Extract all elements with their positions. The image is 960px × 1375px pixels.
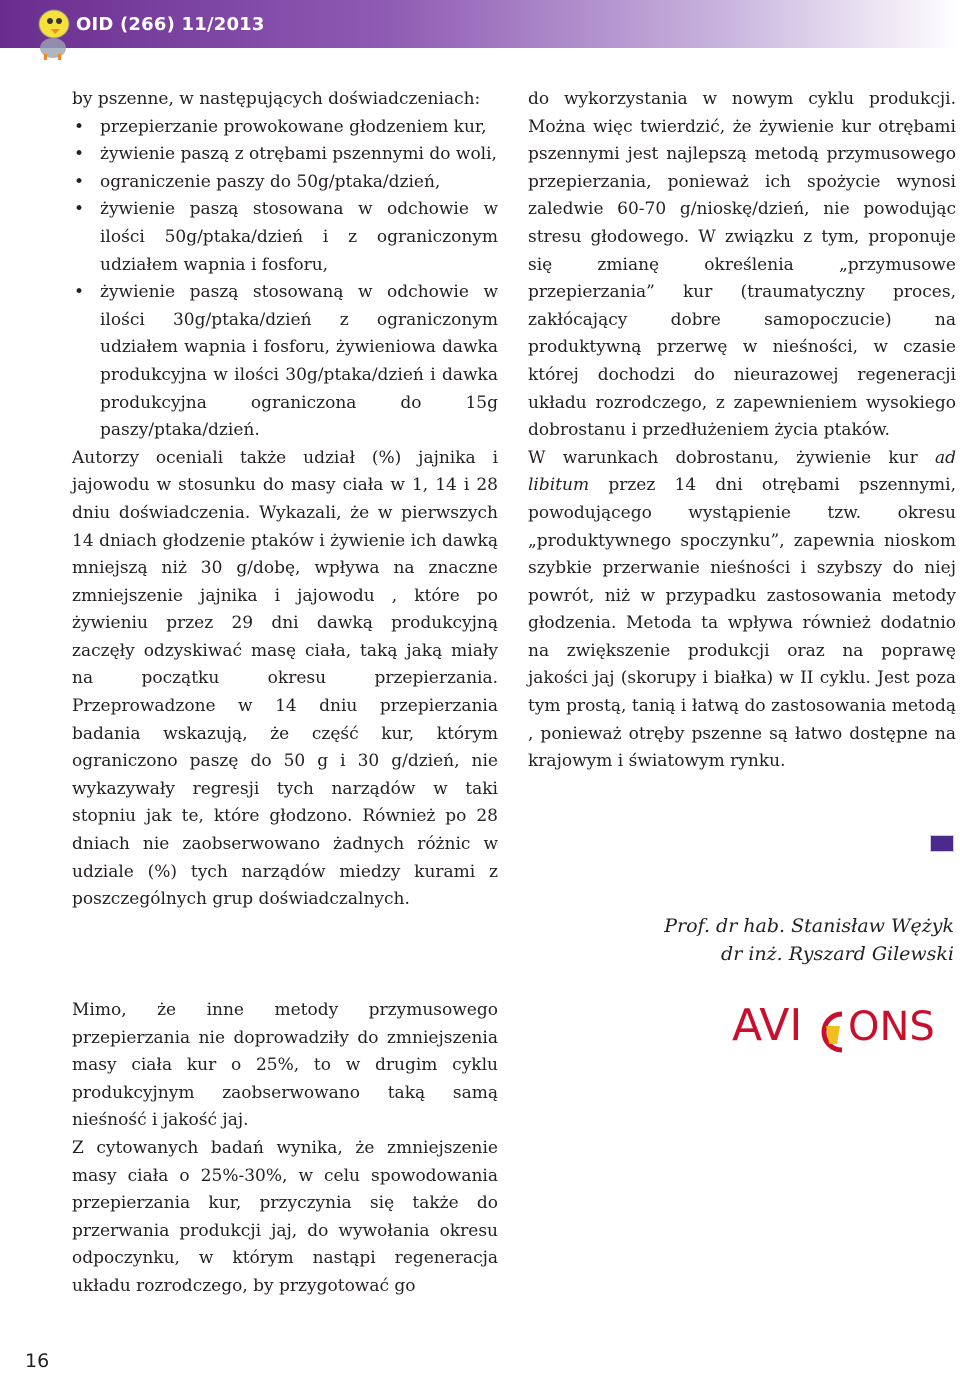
chick-mascot-icon — [30, 4, 76, 60]
paragraph: do wykorzystania w nowym cyklu produkcji. Można więc twierdzić, że żywienie kur otrębami pszennymi jest najlepszą metodą przymusowego przepierzania, ponieważ ich spożycie wynosi zaledwie 60-70 g/nioskę/dzień, nie powodując stresu głodowego. W związku z tym, proponuje się zmianę określenia „przymusowe przepierzania” kur (traumatyczny proces, zakłócający dobre samopoczucie) na produktywną przerwę w nieśności, w czasie której dochodzi do nieurazowej regeneracji układu rozrodczego, z zapewnieniem wysokiego dobrostanu i przedłużeniem życia ptaków. — [528, 89, 956, 441]
right-column — [528, 86, 956, 776]
journal-issue-title: OID (266) 11/2013 — [76, 14, 265, 35]
paragraph — [528, 445, 956, 776]
paragraph: Autorzy oceniali także udział (%) jajnika i jajowodu w stosunku do masy ciała w 1, 14 i 28 dniu doświadczenia. Wykazali, że w pierwszych 14 dniach głodzenie ptaków i żywienie ich dawką mniejszą niż 30 g/dobę, wpływa na znaczne zmniejszenie jajnika i jajowodu , które po żywieniu przez 29 dni dawką produkcyjną zaczęły odzyskiwać masę ciała, taką jaką miały na początku okresu przepierzania. Przeprowadzone w 14 dniu przepierzania badania wskazują, że część kur, którym ograniczono paszę do 50 g i 30 g/dzień, nie wykazywały regresji tych narządów w taki stopniu jak te, które głodzono. Również po 28 dniach nie zaobserwowano żadnych różnic w udziale (%) tych narządów miedzy kurami z poszczególnych grup doświadczalnych. — [72, 447, 498, 910]
list-item: • żywienie paszą stosowaną w odchowie w ilości 30g/ptaka/dzień z ograniczonym udziałem wapnia i fosforu, żywieniowa dawka produkcyjna w ilości 30g/ptaka/dzień i dawka produkcyjna ograniczona do 15g paszy/ptaka/dzień. — [72, 279, 498, 445]
logo-text-part1: AVI — [732, 1000, 803, 1051]
author-name: dr inż. Ryszard Gilewski — [721, 943, 954, 965]
page-number: 16 — [25, 1350, 50, 1372]
authors — [664, 912, 954, 968]
list-item: • żywienie paszą z otrębami pszennymi do woli, — [72, 141, 498, 169]
list-item: • przepierzanie prowokowane głodzeniem kur, — [72, 114, 498, 142]
experiment-list — [72, 114, 498, 445]
paragraph: Z cytowanych badań wynika, że zmniejszenie masy ciała o 25%-30%, w celu spowodowania przepierzania kur, przyczynia się także do przerwania produkcji jaj, do wywołania okresu odpoczynku, w którym nastąpi regeneracja układu rozrodczego, by przygotować go — [72, 1137, 498, 1296]
logo-text-part2: ONS — [848, 1004, 935, 1050]
list-item: • ograniczenie paszy do 50g/ptaka/dzień, — [72, 169, 498, 197]
article-end-marker — [930, 835, 954, 852]
text-span: przez 14 dni otrębami pszennymi, powodującego wystąpienie tzw. okresu „produktywnego spoczynku”, zapewnia nioskom szybkie przerwanie nieśności i szybszy do niej powrót, niż w przypadku zastosowania metody głodzenia. Metoda ta wpływa również dodatnio na zwiększenie produkcji oraz na poprawę jakości jaj (skorupy i białka) w II cyklu. Jest poza tym prostą, tanią i łatwą do zastosowania metodą , ponieważ otręby pszenne są łatwo dostępne na krajowym i światowym rynku. — [528, 475, 956, 772]
text-span: W warunkach dobrostanu, żywienie kur — [528, 447, 935, 468]
italic-phrase: ad libitum — [528, 447, 956, 496]
left-column — [72, 86, 498, 914]
paragraph: Mimo, że inne metody przymusowego przepierzania nie doprowadziły do zmniejszenia masy ciała kur o 25%, to w drugim cyklu produkcyjnym zaobserwowano taką samą nieśność i jakość jaj. — [72, 1000, 498, 1131]
avicons-logo — [730, 992, 950, 1062]
left-column-bottom — [72, 997, 498, 1301]
intro-line: by pszenne, w następujących doświadczeniach: — [72, 89, 481, 109]
author-name: Prof. dr hab. Stanisław Wężyk — [664, 915, 954, 937]
list-item: • żywienie paszą stosowana w odchowie w ilości 50g/ptaka/dzień i z ograniczonym udziałem wapnia i fosforu, — [72, 196, 498, 279]
